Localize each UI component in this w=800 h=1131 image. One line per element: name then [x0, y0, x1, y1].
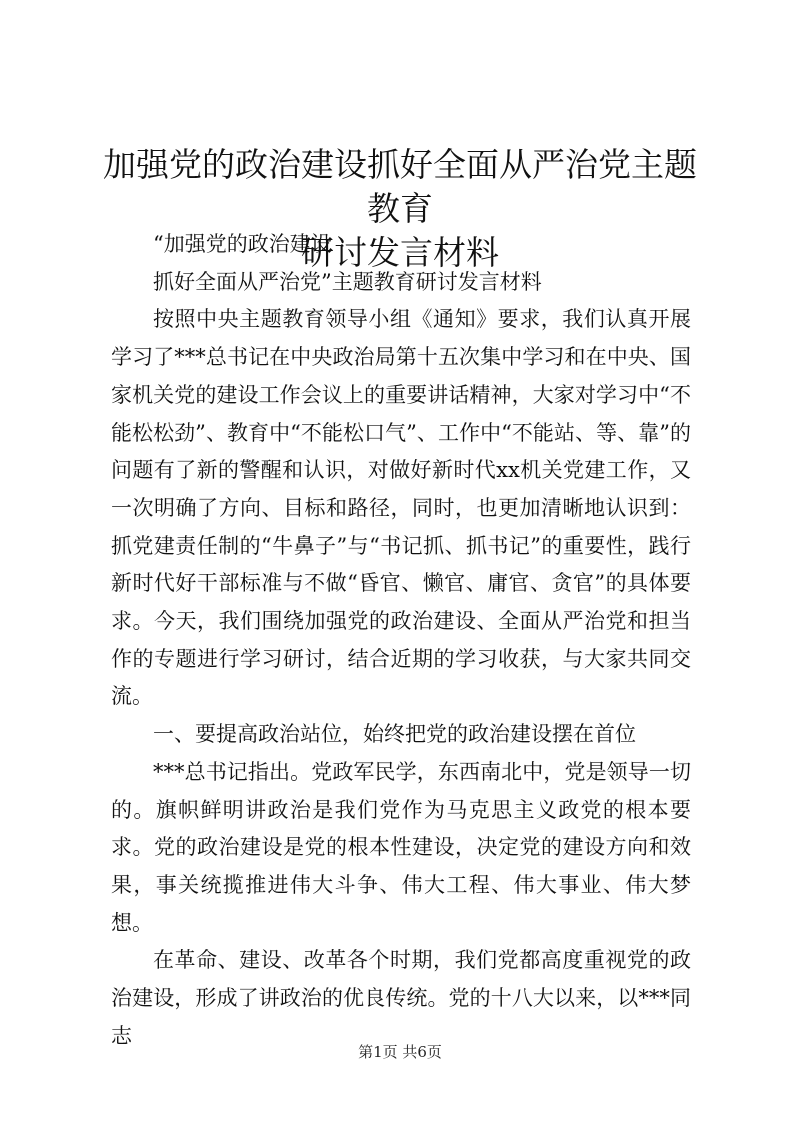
paragraph-section-2: 在革命、建设、改革各个时期，我们党都高度重视党的政治建设，形成了讲政治的优良传统。党的十八大以来，以***同志 [111, 948, 691, 1048]
paragraph-intro: 按照中央主题教育领导小组《通知》要求，我们认真开展学习了***总书记在中央政治局第十五次集中学习和在中央、国家机关党的建设工作会议上的重要讲话精神，大家对学习中“不能松松劲”、教育中“不能松口气”、工作中“不能站、等、靠”的问题有了新的警醒和认识，对做好新时代xx机关党建工作，又一次明确了方向、目标和路径，同时，也更加清晰地认识到：抓党建责任制的“牛鼻子”与“书记抓、抓书记”的重要性，践行新时代好干部标准与不做“昏官、懒官、庸官、贪官”的具体要求。今天，我们围绕加强党的政治建设、全面从严治党和担当作的专题进行学习研讨，结合近期的学习收获，与大家共同交流。 [111, 307, 691, 709]
section-heading-1: 一、要提高政治站位，始终把党的政治建设摆在首位 [153, 722, 636, 747]
paragraph-section-1: ***总书记指出。党政军民学，东西南北中，党是领导一切的。旗帜鲜明讲政治是我们党作为马克思主义政党的根本要求。党的政治建设是党的根本性建设，决定党的建设方向和效果，事关统揽推进伟大斗争、伟大工程、伟大事业、伟大梦想。 [111, 759, 691, 935]
page-footer [0, 1042, 800, 1062]
document-body [111, 226, 691, 1055]
page-number: 第1页 共6页 [358, 1043, 442, 1061]
paragraph-subtitle-1: “加强党的政治建设 [153, 232, 332, 256]
title-line-2: 研讨发言材料 [301, 233, 499, 272]
title-line-1: 加强党的政治建设抓好全面从严治党主题教育 [103, 145, 697, 228]
paragraph-subtitle-2: 抓好全面从严治党”主题教育研讨发言材料 [153, 269, 542, 294]
